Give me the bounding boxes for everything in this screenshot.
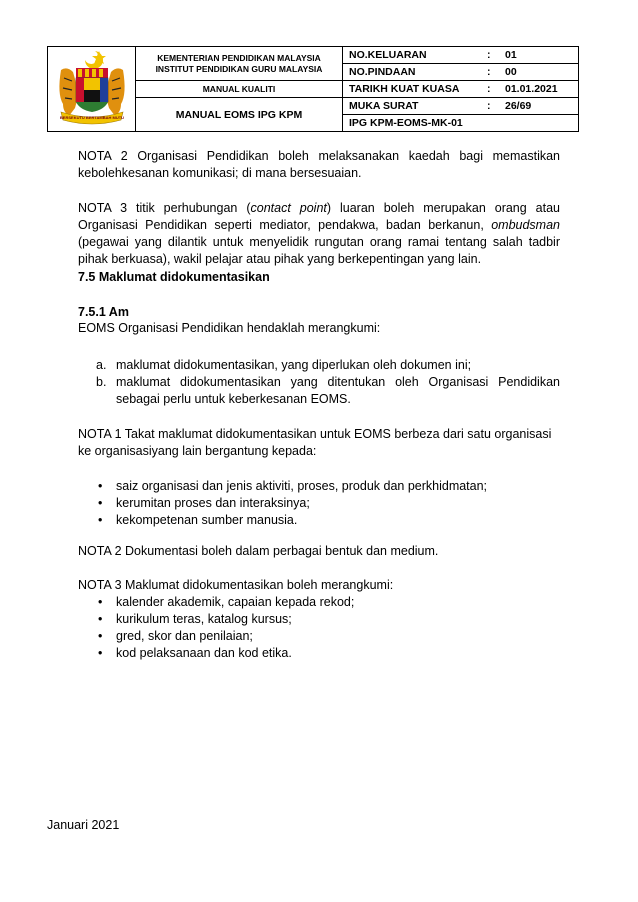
field-tarikh-kuat-kuasa: TARIKH KUAT KUASA : 01.01.2021: [343, 81, 579, 98]
coat-of-arms-cell: [48, 47, 136, 132]
nota-3-text-part: (pegawai yang dilantik untuk menyelidik rungutan orang ramai tentang salah tadbir pihak berkuasa), wakil pelajar atau pihak yang berkepentingan yang lain.: [78, 235, 560, 266]
bullet-icon: •: [98, 496, 103, 510]
field-label: NO.PINDAAN: [349, 66, 416, 78]
list-item: [78, 357, 560, 374]
manual-title-cell: MANUAL EOMS IPG KPM: [136, 98, 343, 132]
list-item-text: kekompetenan sumber manusia.: [116, 513, 298, 527]
field-label: TARIKH KUAT KUASA: [349, 83, 460, 95]
list-marker: a.: [96, 358, 107, 372]
logo-motto: BERSEKUTU BERTAMBAH MUTU: [59, 115, 124, 120]
manual-kualiti-cell: MANUAL KUALITI: [136, 81, 343, 98]
list-item: [78, 611, 560, 628]
section-heading-7-5: 7.5 Maklumat didokumentasikan: [78, 270, 270, 284]
list-item-text: maklumat didokumentasikan, yang diperlukan oleh dokumen ini;: [116, 358, 472, 372]
alpha-list: [78, 357, 560, 408]
nota-3-text-part: NOTA 3 titik perhubungan (: [78, 201, 251, 215]
bullet-icon: •: [98, 595, 103, 609]
document-header-table: [47, 46, 579, 132]
footer-date: Januari 2021: [47, 818, 120, 832]
bullet-list-factors: [78, 478, 560, 529]
list-marker: b.: [96, 375, 107, 389]
list-item: [78, 512, 560, 529]
bullet-icon: •: [98, 629, 103, 643]
field-value: 01: [505, 49, 517, 61]
field-no-pindaan: NO.PINDAAN : 00: [343, 64, 579, 81]
list-item-text: gred, skor dan penilaian;: [116, 629, 253, 643]
nota-2-communication: NOTA 2 Organisasi Pendidikan boleh melaksanakan kaedah bagi memastikan kebolehkesanan komunikasi; di mana bersesuaian.: [78, 149, 560, 180]
org-line-institute: INSTITUT PENDIDIKAN GURU MALAYSIA: [155, 63, 323, 74]
field-no-keluaran: NO.KELUARAN : 01: [343, 47, 579, 64]
field-value: 26/69: [505, 100, 532, 112]
list-item-text: kerumitan proses dan interaksinya;: [116, 496, 310, 510]
field-label: NO.KELUARAN: [349, 49, 427, 61]
bullet-icon: •: [98, 612, 103, 626]
organization-cell: [136, 47, 343, 81]
list-item: [78, 628, 560, 645]
org-line-ministry: KEMENTERIAN PENDIDIKAN MALAYSIA: [157, 52, 321, 63]
list-item-text: saiz organisasi dan jenis aktiviti, proses, produk dan perkhidmatan;: [116, 479, 488, 493]
field-label: MUKA SURAT: [349, 100, 419, 112]
list-item: [78, 495, 560, 512]
bullet-icon: •: [98, 479, 103, 493]
nota-3-emphasis-ombudsman: ombudsman: [491, 218, 560, 232]
nota-2-paragraph: NOTA 2 Dokumentasi boleh dalam perbagai bentuk dan medium.: [78, 544, 439, 558]
bullet-list-documents: [78, 594, 560, 662]
document-code-cell: IPG KPM-EOMS-MK-01: [343, 115, 579, 132]
list-item: [78, 594, 560, 611]
list-item-text: maklumat didokumentasikan yang ditentukan oleh Organisasi Pendidikan sebagai perlu untuk keberkesanan EOMS.: [116, 375, 560, 406]
list-item-text: kurikulum teras, katalog kursus;: [116, 612, 292, 626]
list-item: [78, 374, 560, 408]
intro-paragraph: EOMS Organisasi Pendidikan hendaklah merangkumi:: [78, 321, 381, 335]
list-item: [78, 645, 560, 662]
list-item: [78, 478, 560, 495]
nota-3-text-part: ) luaran boleh merupakan orang atau Organisasi Pendidikan seperti mediator, pendakwa, badan berkanun,: [78, 201, 560, 232]
nota-1-paragraph: NOTA 1 Takat maklumat didokumentasikan untuk EOMS berbeza dari satu organisasi ke organisasiyang lain bergantung kepada:: [78, 427, 552, 458]
bullet-icon: •: [98, 646, 103, 660]
bullet-icon: •: [98, 513, 103, 527]
subsection-heading-7-5-1: 7.5.1 Am: [78, 305, 129, 319]
nota-3-contact-point: [78, 200, 560, 268]
malaysia-coat-of-arms-logo: [55, 48, 129, 128]
nota-3-list-intro: NOTA 3 Maklumat didokumentasikan boleh merangkumi:: [78, 578, 394, 592]
list-item-text: kod pelaksanaan dan kod etika.: [116, 646, 292, 660]
field-value: 00: [505, 66, 517, 78]
nota-3-emphasis-contact-point: contact point: [250, 201, 327, 215]
field-muka-surat: MUKA SURAT : 26/69: [343, 98, 579, 115]
list-item-text: kalender akademik, capaian kepada rekod;: [116, 595, 355, 609]
field-value: 01.01.2021: [505, 83, 558, 95]
